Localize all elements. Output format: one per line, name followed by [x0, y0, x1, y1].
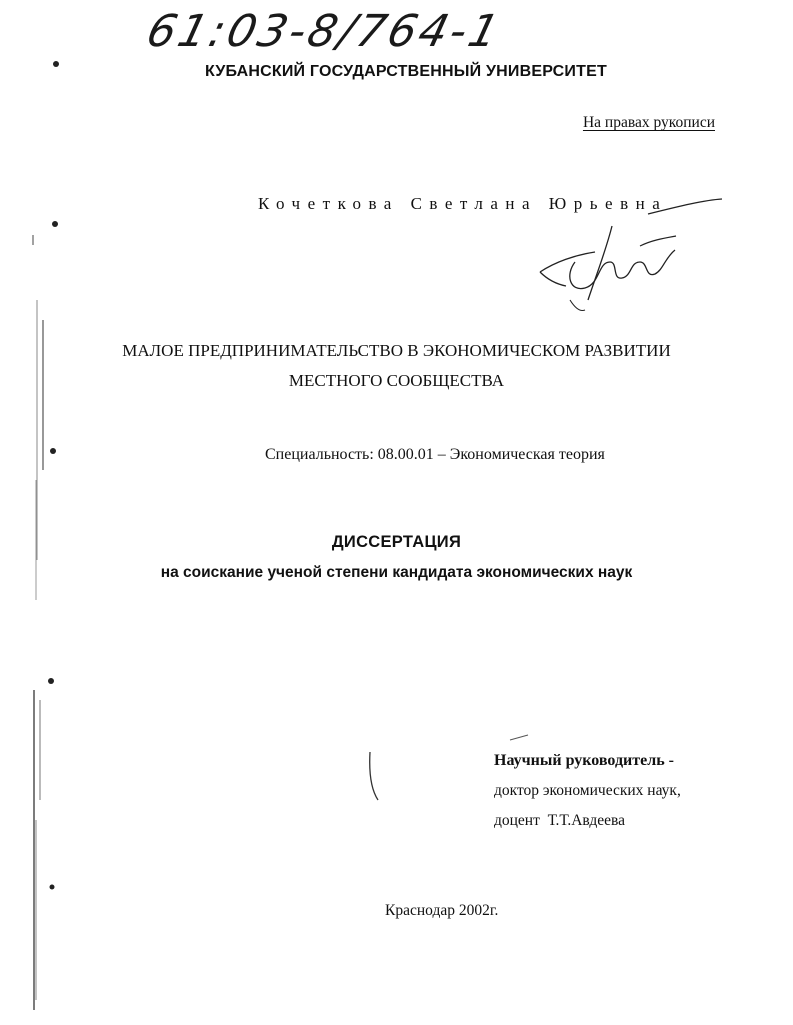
advisor-degree: доктор экономических наук,	[494, 782, 681, 799]
rights-note: На правах рукописи	[582, 114, 715, 131]
advisor-name: доцент Т.Т.Авдеева	[494, 812, 625, 829]
dissertation-title-line-2: МЕСТНОГО СООБЩЕСТВА	[288, 371, 505, 390]
author-name: Кочеткова Светлана Юрьевна	[258, 194, 668, 213]
university-name: КУБАНСКИЙ ГОСУДАРСТВЕННЫЙ УНИВЕРСИТЕТ	[205, 63, 607, 80]
city-year: Краснодар 2002г.	[385, 902, 499, 919]
degree-line: на соискание ученой степени кандидата экономических наук	[160, 564, 633, 581]
document-type: ДИССЕРТАЦИЯ	[331, 533, 462, 551]
archive-code-handwritten: 61:03-8/764-1	[141, 6, 507, 57]
specialty: Специальность: 08.00.01 – Экономическая теория	[265, 446, 605, 463]
advisor-heading: Научный руководитель -	[494, 752, 674, 769]
dissertation-title-line-1: МАЛОЕ ПРЕДПРИНИМАТЕЛЬСТВО В ЭКОНОМИЧЕСКОМ РАЗВИТИИ	[122, 341, 671, 360]
